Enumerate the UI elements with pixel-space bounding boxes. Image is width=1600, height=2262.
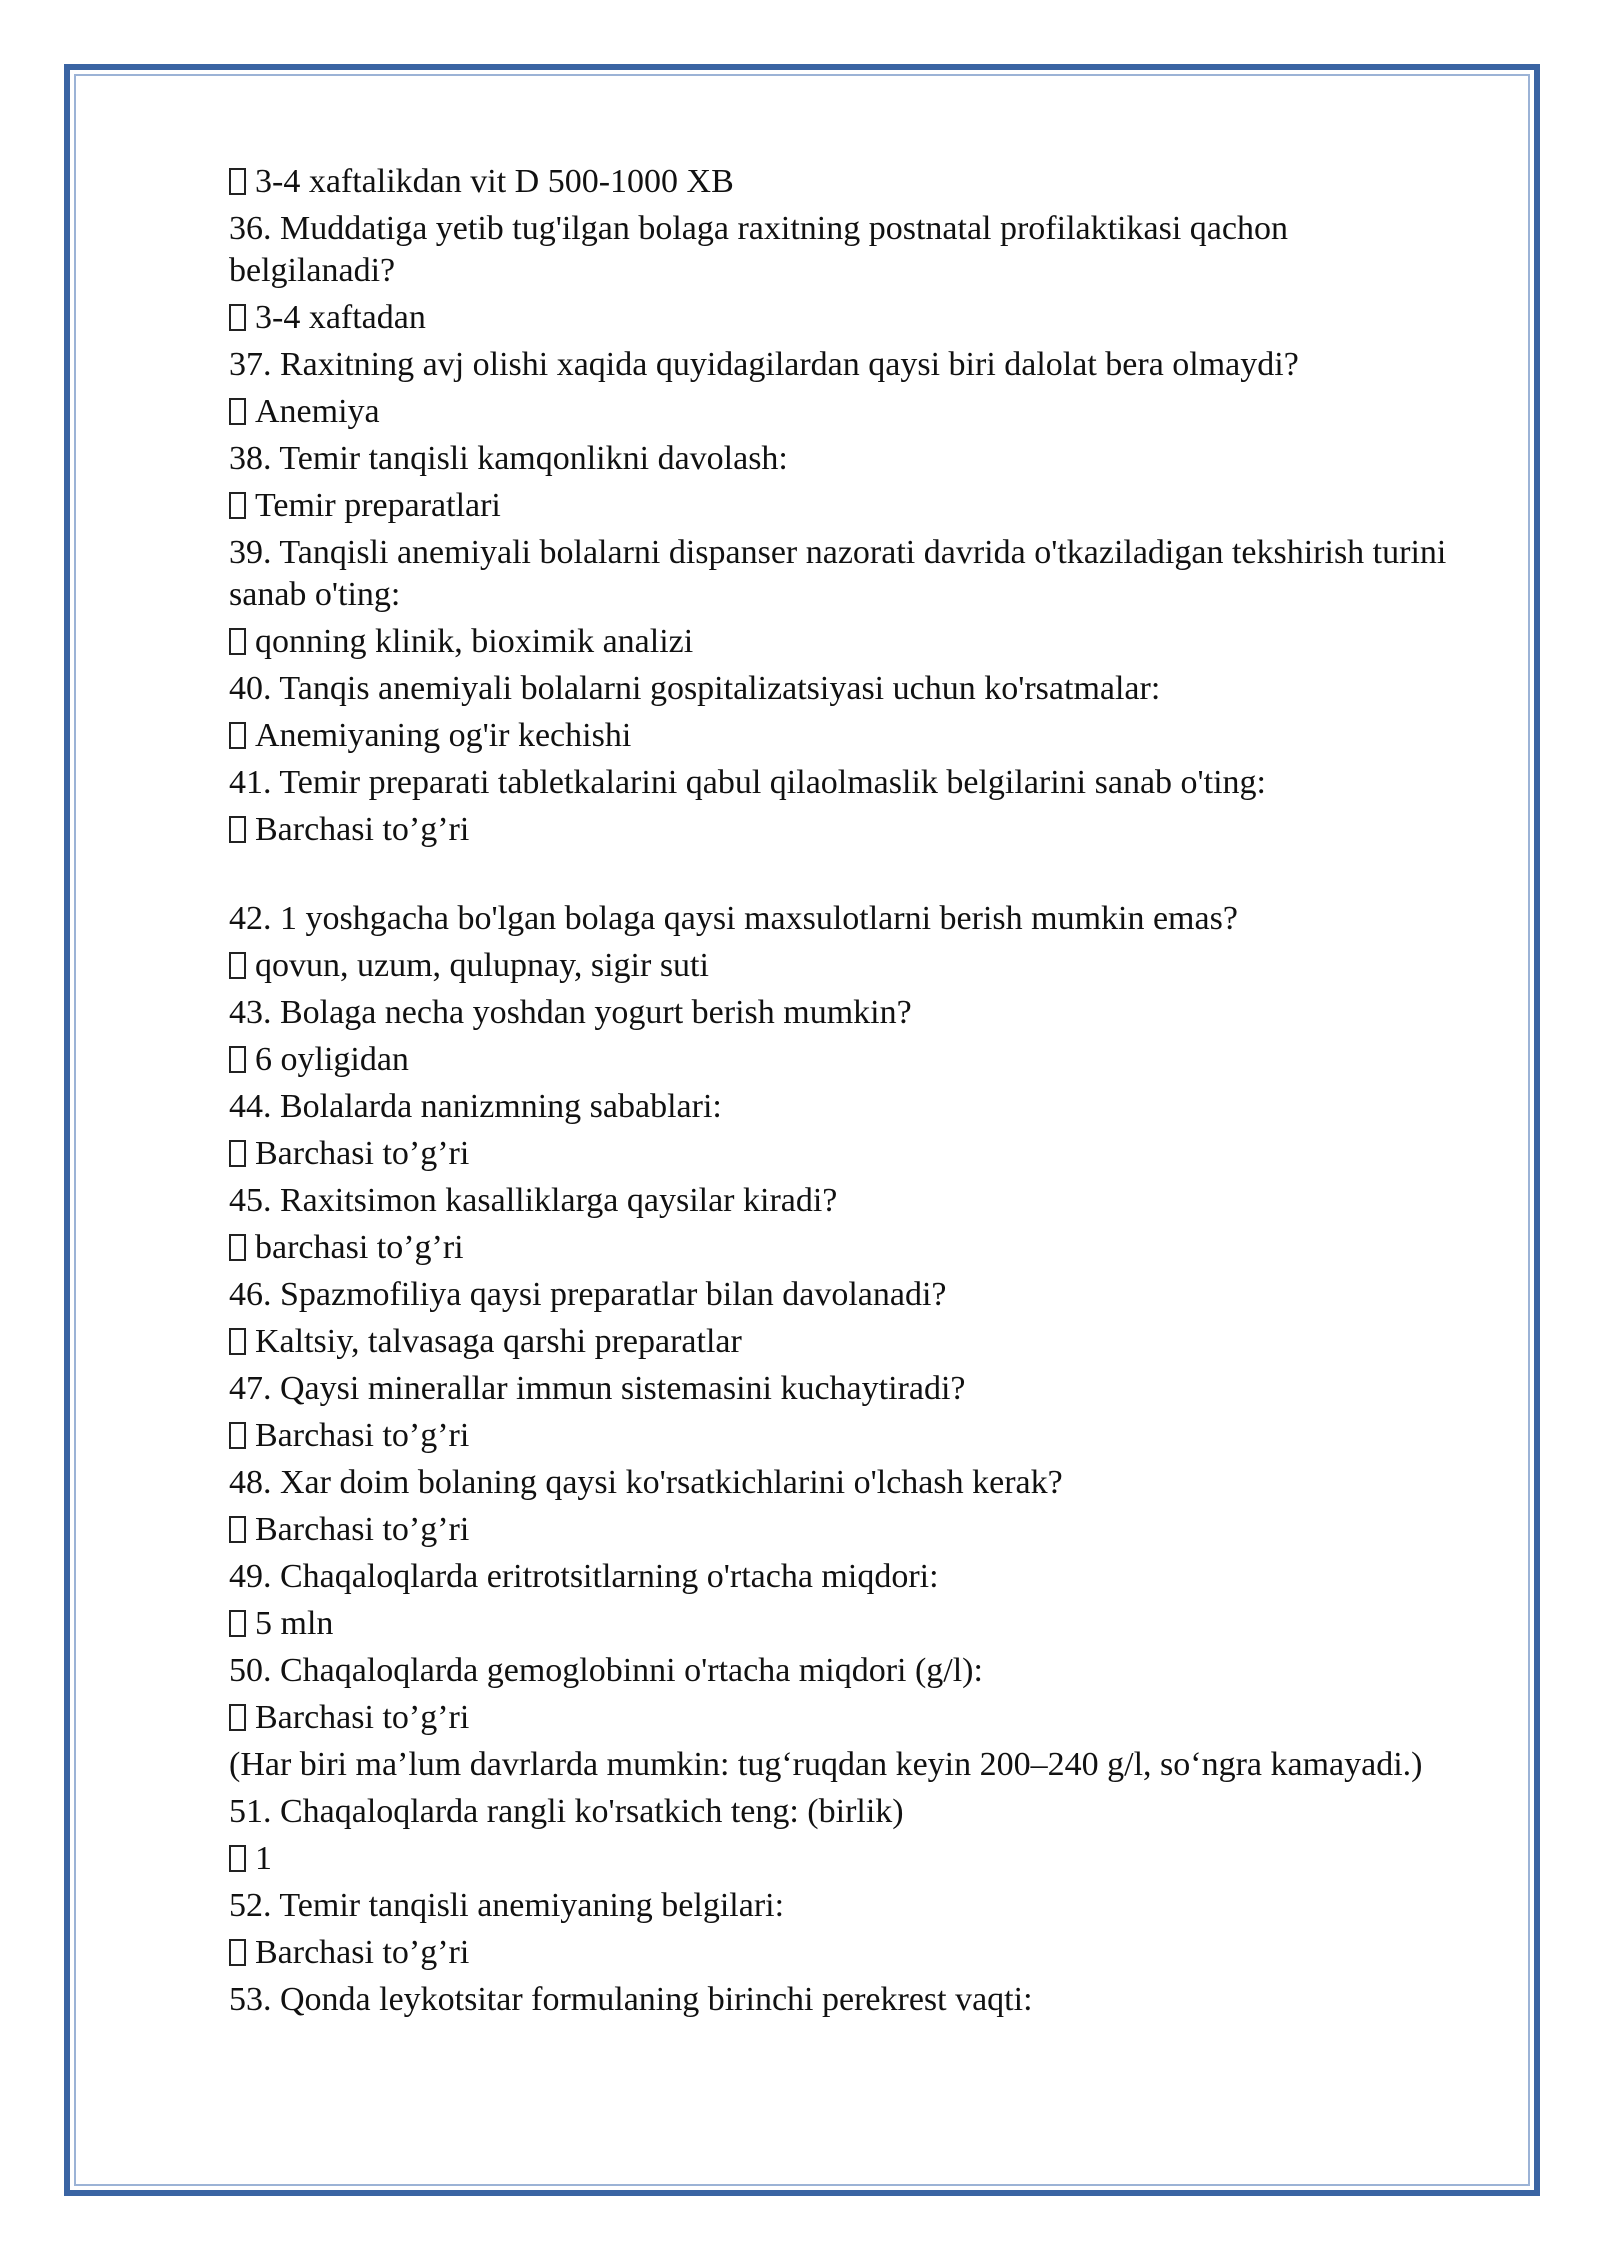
answer-text: Anemiyaning og'ir kechishi [255, 717, 632, 754]
checkbox-glyph-icon [229, 722, 246, 749]
answer-text: 3-4 xaftalikdan vit D 500-1000 XB [255, 163, 734, 200]
note-line: (Har biri ma’lum davrlarda mumkin: tug‘ruqdan keyin 200–240 g/l, so‘ngra kamayadi.) [229, 1746, 1423, 1783]
checkbox-glyph-icon [229, 628, 246, 655]
question-line: 46. Spazmofiliya qaysi preparatlar bilan davolanadi? [229, 1276, 947, 1313]
checkbox-glyph-icon [229, 1046, 246, 1073]
checkbox-glyph-icon [229, 1140, 246, 1167]
answer-text: 5 mln [255, 1605, 334, 1642]
answer-line [229, 1039, 1459, 1081]
question-line: 36. Muddatiga yetib tug'ilgan bolaga raxitning postnatal profilaktikasi qachon belgilanadi? [229, 210, 1288, 289]
answer-text: Barchasi to’g’ri [255, 1135, 470, 1172]
answer-text: qovun, uzum, qulupnay, sigir suti [255, 947, 709, 984]
answer-line [229, 161, 1459, 203]
question-line: 42. 1 yoshgacha bo'lgan bolaga qaysi maxsulotlarni berish mumkin emas? [229, 900, 1238, 937]
question-line: 49. Chaqaloqlarda eritrotsitlarning o'rtacha miqdori: [229, 1558, 939, 1595]
checkbox-glyph-icon [229, 1845, 246, 1872]
checkbox-glyph-icon [229, 1704, 246, 1731]
checkbox-glyph-icon [229, 1516, 246, 1543]
checkbox-glyph-icon [229, 816, 246, 843]
answer-line [229, 945, 1459, 987]
answer-line [229, 297, 1459, 339]
answer-line [229, 1697, 1459, 1739]
answer-text: Temir preparatlari [255, 487, 501, 524]
answer-line [229, 1321, 1459, 1363]
answer-line [229, 1133, 1459, 1175]
checkbox-glyph-icon [229, 492, 246, 519]
question-line: 45. Raxitsimon kasalliklarga qaysilar kiradi? [229, 1182, 838, 1219]
question-line: 43. Bolaga necha yoshdan yogurt berish mumkin? [229, 994, 912, 1031]
checkbox-glyph-icon [229, 168, 246, 195]
answer-text: 6 oyligidan [255, 1041, 409, 1078]
checkbox-glyph-icon [229, 952, 246, 979]
answer-text: qonning klinik, bioximik analizi [255, 623, 694, 660]
answer-text: Barchasi to’g’ri [255, 811, 470, 848]
answer-line [229, 621, 1459, 663]
answer-text: Kaltsiy, talvasaga qarshi preparatlar [255, 1323, 742, 1360]
answer-text: barchasi to’g’ri [255, 1229, 464, 1266]
answer-line [229, 1932, 1459, 1974]
answer-text: Anemiya [255, 393, 380, 430]
checkbox-glyph-icon [229, 398, 246, 425]
question-line: 38. Temir tanqisli kamqonlikni davolash: [229, 440, 788, 477]
question-line: 41. Temir preparati tabletkalarini qabul qilaolmaslik belgilarini sanab o'ting: [229, 764, 1266, 801]
question-line: 48. Xar doim bolaning qaysi ko'rsatkichlarini o'lchash kerak? [229, 1464, 1063, 1501]
answer-line [229, 1415, 1459, 1457]
question-line: 44. Bolalarda nanizmning sabablari: [229, 1088, 722, 1125]
blank-line [229, 851, 1459, 893]
question-line: 53. Qonda leykotsitar formulaning birinchi perekrest vaqti: [229, 1981, 1033, 2018]
checkbox-glyph-icon [229, 1234, 246, 1261]
answer-text: Barchasi to’g’ri [255, 1699, 470, 1736]
answer-text: 3-4 xaftadan [255, 299, 426, 336]
checkbox-glyph-icon [229, 1939, 246, 1966]
answer-text: 1 [255, 1840, 272, 1877]
checkbox-glyph-icon [229, 1422, 246, 1449]
answer-line [229, 1838, 1459, 1880]
question-line: 37. Raxitning avj olishi xaqida quyidagilardan qaysi biri dalolat bera olmaydi? [229, 346, 1299, 383]
checkbox-glyph-icon [229, 304, 246, 331]
question-line: 47. Qaysi minerallar immun sistemasini kuchaytiradi? [229, 1370, 966, 1407]
answer-text: Barchasi to’g’ri [255, 1417, 470, 1454]
question-line: 50. Chaqaloqlarda gemoglobinni o'rtacha miqdori (g/l): [229, 1652, 983, 1689]
question-line: 39. Tanqisli anemiyali bolalarni dispanser nazorati davrida o'tkaziladigan tekshirish turini sanab o'ting: [229, 534, 1447, 613]
question-line: 51. Chaqaloqlarda rangli ko'rsatkich teng: (birlik) [229, 1793, 904, 1830]
answer-line [229, 809, 1459, 851]
answer-text: Barchasi to’g’ri [255, 1934, 470, 1971]
answer-line [229, 1603, 1459, 1645]
answer-line [229, 391, 1459, 433]
question-line: 52. Temir tanqisli anemiyaning belgilari: [229, 1887, 785, 1924]
answer-line [229, 1509, 1459, 1551]
answer-line [229, 715, 1459, 757]
question-line: 40. Tanqis anemiyali bolalarni gospitalizatsiyasi uchun ko'rsatmalar: [229, 670, 1161, 707]
answer-line [229, 485, 1459, 527]
document-body [229, 156, 1459, 2021]
answer-line [229, 1227, 1459, 1269]
checkbox-glyph-icon [229, 1610, 246, 1637]
checkbox-glyph-icon [229, 1328, 246, 1355]
answer-text: Barchasi to’g’ri [255, 1511, 470, 1548]
